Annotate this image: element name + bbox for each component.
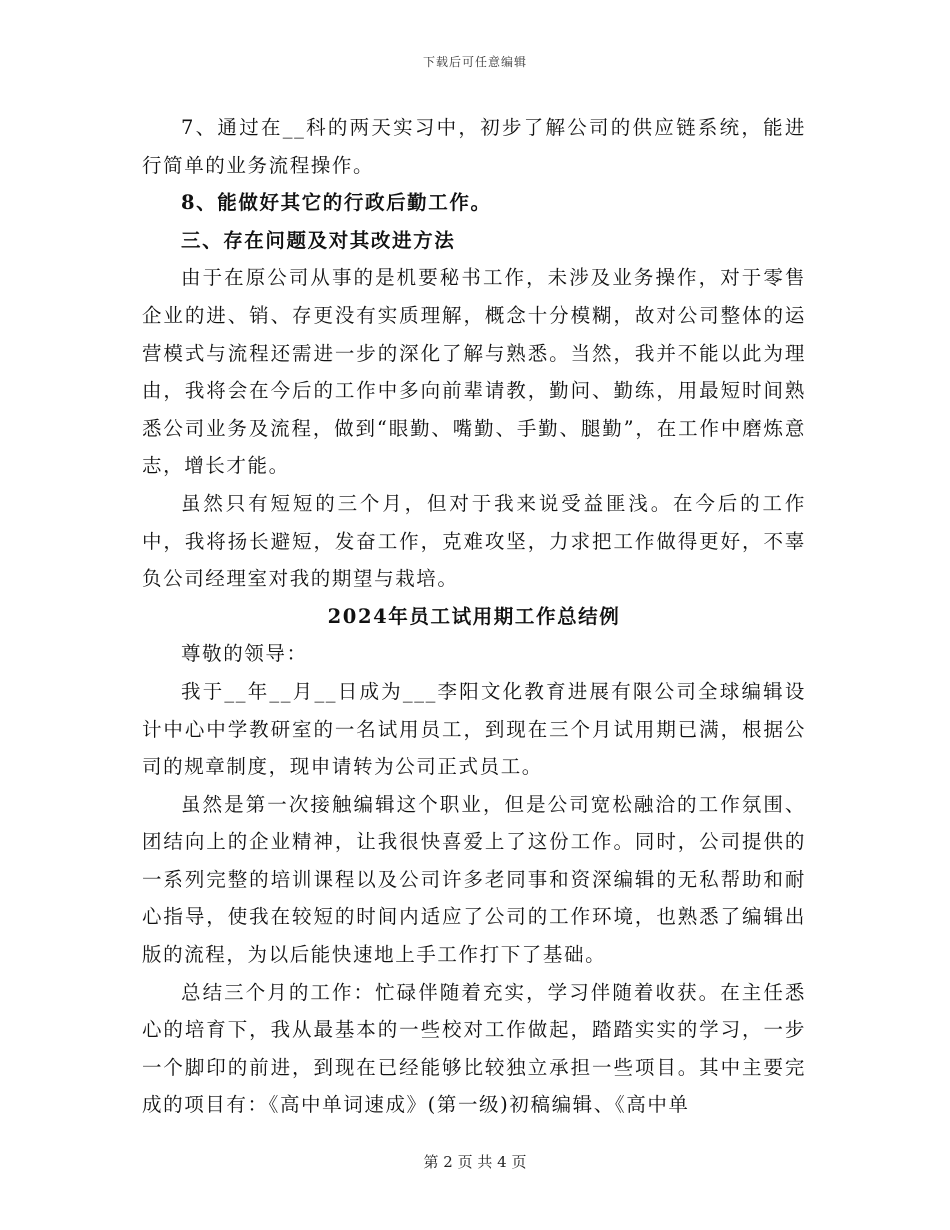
- paragraph-experience: 虽然是第一次接触编辑这个职业，但是公司宽松融洽的工作氛围、团结向上的企业精神，让我很快喜爱上了这份工作。同时，公司提供的一系列完整的培训课程以及公司许多老同事和资深编辑的无私帮助和耐心指导，使我在较短的时间内适应了公司的工作环境，也熟悉了编辑出版的流程，为以后能快速地上手工作打下了基础。: [142, 792, 806, 967]
- paragraph-intro: 我于__年__月__日成为___李阳文化教育进展有限公司全球编辑设计中心中学教研室的一名试用员工，到现在三个月试用期已满，根据公司的规章制度，现申请转为公司正式员工。: [142, 679, 806, 779]
- section-heading-problems: 三、存在问题及对其改进方法: [181, 228, 456, 252]
- document-body: [142, 109, 806, 1124]
- page-footer: 第 2 页 共 4 页: [423, 1153, 527, 1171]
- paragraph-item-8: 8、能做好其它的行政后勤工作。: [181, 191, 492, 215]
- paragraph-item-7: 7、通过在__科的两天实习中，初步了解公司的供应链系统，能进行简单的业务流程操作。: [142, 116, 806, 177]
- document-title: 2024年员工试用期工作总结例: [327, 604, 621, 628]
- paragraph-summary: 总结三个月的工作：忙碌伴随着充实，学习伴随着收获。在主任悉心的培育下，我从最基本的一些校对工作做起，踏踏实实的学习，一步一个脚印的前进，到现在已经能够比较独立承担一些项目。其中主要完成的项目有：《高中单词速成》(第一级)初稿编辑、《高中单: [142, 980, 806, 1117]
- paragraph-problems: 由于在原公司从事的是机要秘书工作，未涉及业务操作，对于零售企业的进、销、存更没有实质理解，概念十分模糊，故对公司整体的运营模式与流程还需进一步的深化了解与熟悉。当然，我并不能以此为理由，我将会在今后的工作中多向前辈请教，勤问、勤练，用最短时间熟悉公司业务及流程，做到“眼勤、嘴勤、手勤、腿勤”，在工作中磨炼意志，增长才能。: [142, 266, 806, 478]
- paragraph-conclusion: 虽然只有短短的三个月，但对于我来说受益匪浅。在今后的工作中，我将扬长避短，发奋工作，克难攻坚，力求把工作做得更好，不辜负公司经理室对我的期望与栽培。: [142, 491, 806, 591]
- salutation: 尊敬的领导：: [181, 642, 308, 666]
- page-header: 下载后可任意编辑: [422, 55, 527, 69]
